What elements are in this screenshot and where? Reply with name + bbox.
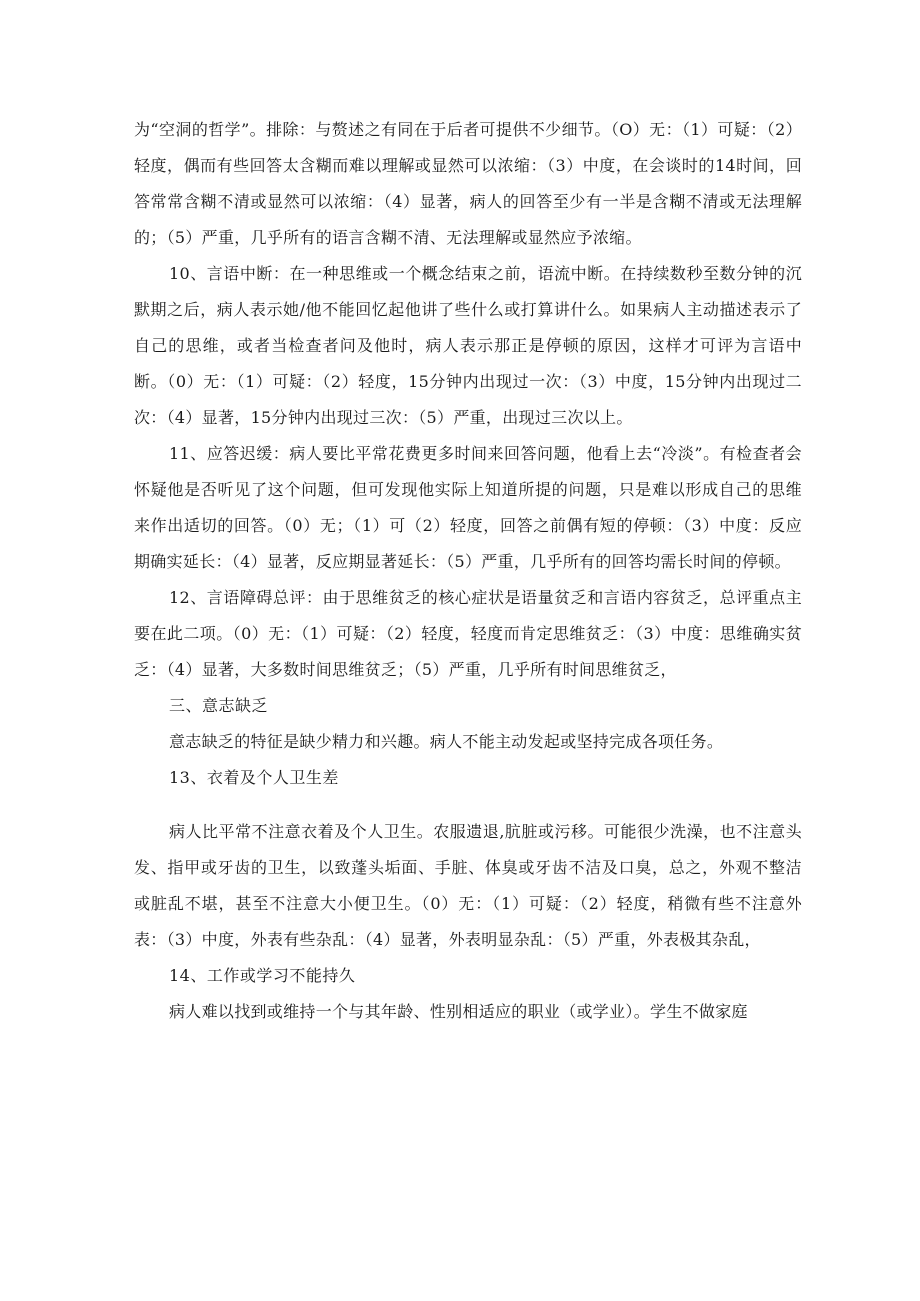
heading-item-13-grooming: 13、衣着及个人卫生差 [169, 768, 339, 787]
paragraph-item-12-alogia-global: 12、言语障碍总评：由于思维贫乏的核心症状是语量贫乏和言语内容贫乏，总评重点主要在此二项。（0）无：（1）可疑：（2）轻度，轻度而肯定思维贫乏：（3）中度：思维确实贫乏：（4）显著，大多数时间思维贫乏；（5）严重，几乎所有时间思维贫乏， [134, 588, 802, 679]
paragraph-continuation: 为“空洞的哲学”。排除：与赘述之有同在于后者可提供不少细节。（O）无：（1）可疑：（2）轻度，偶而有些回答太含糊而难以理解或显然可以浓缩：（3）中度，在会谈时的14时间，回答常常含糊不清或显然可以浓缩：（4）显著，病人的回答至少有一半是含糊不清或无法理解的；（5）严重，几乎所有的语言含糊不清、无法理解或显然应予浓缩。 [134, 120, 802, 247]
paragraph-item-14-work-persistence: 病人难以找到或维持一个与其年龄、性别相适应的职业（或学业）。学生不做家庭 [169, 1002, 748, 1021]
paragraph-item-13-grooming: 病人比平常不注意衣着及个人卫生。农服遗退,肮脏或污移。可能很少洗澡，也不注意头发、指甲或牙齿的卫生，以致蓬头垢面、手脏、体臭或牙齿不洁及口臭，总之，外观不整洁或脏乱不堪，甚至不注意大小便卫生。（0）无：（1）可疑：（2）轻度，稍微有些不注意外表：（3）中度，外表有些杂乱：（4）显著，外表明显杂乱：（5）严重，外表极其杂乱， [134, 822, 802, 949]
paragraph-avolition-description: 意志缺乏的特征是缺少精力和兴趣。病人不能主动发起或坚持完成各项任务。 [169, 732, 724, 751]
paragraph-item-11-response-latency: 11、应答迟缓：病人要比平常花费更多时间来回答问题，他看上去“冷淡”。有检查者会怀疑他是否听见了这个问题，但可发现他实际上知道所提的问题，只是难以形成自己的思维来作出适切的回答。（0）无；（1）可（2）轻度，回答之前偶有短的停顿：（3）中度：反应期确实延长：（4）显著，反应期显著延长：（5）严重，几乎所有的回答均需长时间的停顿。 [134, 444, 802, 571]
section-heading-avolition: 三、意志缺乏 [169, 696, 269, 715]
paragraph-item-10-speech-blocking: 10、言语中断：在一种思维或一个概念结束之前，语流中断。在持续数秒至数分钟的沉默期之后，病人表示她/他不能回忆起他讲了些什么或打算讲什么。如果病人主动描述表示了自己的思维，或者当检查者问及他时，病人表示那正是停顿的原因，这样才可评为言语中断。（0）无：（1）可疑：（2）轻度，15分钟内出现过一次：（3）中度，15分钟内出现过二次：（4）显著，15分钟内出现过三次：（5）严重，出现过三次以上。 [134, 264, 802, 427]
document-page [134, 112, 802, 1030]
heading-item-14-work-persistence: 14、工作或学习不能持久 [169, 966, 356, 985]
